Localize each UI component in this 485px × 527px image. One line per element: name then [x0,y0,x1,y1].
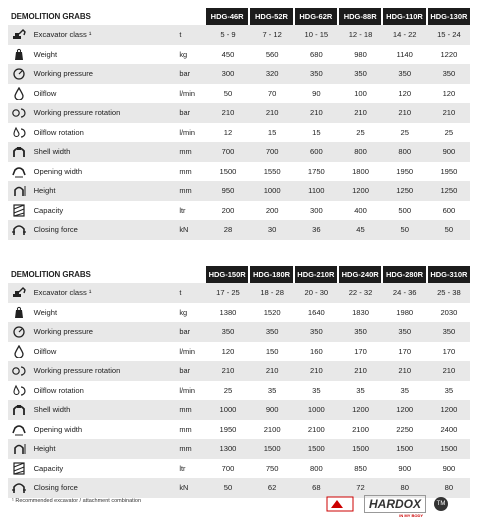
capacity-icon [8,201,30,221]
spec-label: Closing force [33,483,78,493]
oil-drop-icon [8,84,30,104]
spec-value: 2030 [440,307,458,317]
spec-label: Working pressure [33,327,93,337]
spec-value: 18 - 28 [260,288,284,298]
spec-label: Opening width [33,424,83,434]
spec-unit: kg [179,49,188,59]
spec-value: 200 [265,205,279,215]
spec-value: 1950 [219,424,237,434]
spec-value: 68 [312,483,321,493]
spec-value: 100 [354,88,367,98]
model-header: HDG-180R [250,266,292,283]
spec-value: 350 [442,327,456,337]
spec-value: 450 [221,49,235,59]
spec-unit: mm [179,147,192,157]
spec-unit: bar [179,69,191,79]
spec-value: 800 [354,147,367,157]
spec-unit: ltr [179,205,186,215]
spec-value: 1200 [396,405,414,415]
spec-value: 350 [265,327,279,337]
spec-value: 160 [310,346,323,356]
spec-label: Height [33,444,56,454]
spec-value: 1520 [263,307,281,317]
spec-value: 2100 [307,424,325,434]
spec-value: 50 [444,225,454,235]
spec-unit: mm [179,186,192,196]
spec-value: 350 [398,327,412,337]
spec-value: 210 [398,366,412,376]
spec-value: 72 [356,483,365,493]
spec-value: 1000 [219,405,237,415]
spec-value: 980 [354,49,367,59]
spec-value: 210 [442,366,456,376]
table-row [8,103,470,123]
spec-value: 350 [354,327,367,337]
spec-unit: l/min [179,385,195,395]
spec-value: 210 [354,108,367,118]
spec-label: Excavator class ¹ [33,30,92,40]
hardox-subtext: IN MY BODY [399,513,424,518]
spec-value: 300 [221,69,235,79]
spec-value: 2100 [263,424,281,434]
spec-label: Working pressure rotation [33,366,121,376]
spec-value: 1500 [396,444,414,454]
closing-force-icon [8,478,30,498]
spec-value: 200 [221,205,235,215]
spec-value: 25 [356,127,365,137]
hardox-text: HARDOX [369,497,422,511]
spec-value: 210 [310,366,323,376]
spec-value: 1100 [308,186,325,196]
spec-value: 120 [221,346,235,356]
spec-value: 1220 [440,49,458,59]
spec-value: 900 [398,463,412,473]
spec-value: 350 [310,69,323,79]
capacity-icon [8,459,30,479]
table-row [8,381,470,401]
spec-value: 90 [312,88,321,98]
spec-value: 24 - 36 [392,288,417,298]
spec-value: 25 - 38 [437,288,461,298]
spec-value: 210 [265,108,279,118]
model-header: HDG-210R [295,266,337,283]
rotation-pressure-icon [8,103,30,123]
spec-value: 25 [223,385,233,395]
shell-width-icon [8,142,30,162]
spec-value: 210 [398,108,412,118]
spec-value: 1200 [352,186,369,196]
pressure-gauge-icon [8,322,30,342]
spec-value: 36 [312,225,321,235]
spec-unit: bar [179,108,191,118]
table-row [8,123,470,143]
spec-value: 1750 [307,166,325,176]
spec-value: 1200 [352,405,369,415]
spec-value: 400 [354,205,367,215]
spec-value: 80 [444,483,454,493]
pressure-gauge-icon [8,64,30,84]
spec-value: 210 [354,366,367,376]
spec-unit: mm [179,166,192,176]
opening-width-icon [8,420,30,440]
table-row [8,361,470,381]
spec-value: 20 - 30 [304,288,329,298]
spec-value: 35 [312,385,321,395]
spec-value: 600 [310,147,323,157]
spec-unit: l/min [179,346,195,356]
spec-unit: t [179,288,182,298]
spec-value: 300 [310,205,323,215]
height-icon [8,181,30,201]
spec-value: 1200 [440,405,458,415]
spec-label: Closing force [33,225,78,235]
spec-value: 210 [221,366,235,376]
rotation-pressure-icon [8,361,30,381]
spec-value: 1500 [263,444,281,454]
spec-value: 10 - 15 [304,30,329,40]
spec-value: 50 [223,88,233,98]
spec-value: 210 [310,108,323,118]
spec-label: Working pressure rotation [33,108,121,118]
spec-value: 12 [223,127,233,137]
spec-value: 25 [400,127,409,137]
spec-value: 15 - 24 [437,30,461,40]
spec-value: 320 [265,69,279,79]
spec-value: 1000 [307,405,325,415]
spec-value: 1500 [219,166,237,176]
spec-unit: ltr [179,463,186,473]
spec-value: 1500 [307,444,325,454]
spec-value: 750 [265,463,279,473]
table-header [8,8,470,25]
spec-value: 1980 [396,307,414,317]
spec-unit: kg [179,307,188,317]
spec-value: 5 - 9 [220,30,236,40]
spec-label: Weight [33,49,58,59]
spec-unit: bar [179,327,191,337]
spec-value: 35 [356,385,365,395]
table-row [8,64,470,84]
table-row [8,303,470,323]
spec-value: 14 - 22 [392,30,417,40]
spec-label: Shell width [33,405,71,415]
table-row [8,459,470,479]
spec-value: 1500 [440,444,458,454]
spec-value: 900 [442,463,456,473]
spec-value: 500 [398,205,412,215]
spec-label: Oilflow [33,346,57,356]
spec-label: Oilflow [33,88,57,98]
spec-value: 350 [442,69,456,79]
rotation-oilflow-icon [8,381,30,401]
spec-value: 15 [312,127,321,137]
footnote: ¹ Recommended excavator / attachment combination [12,498,142,504]
hardox-logo [364,495,426,518]
spec-value: 900 [442,147,456,157]
spec-value: 12 - 18 [348,30,373,40]
spec-value: 120 [442,88,456,98]
table-row [8,400,470,420]
height-icon [8,439,30,459]
model-header: HDG-310R [428,266,470,283]
model-header: HDG-62R [295,8,337,25]
spec-value: 600 [442,205,456,215]
spec-value: 120 [398,88,412,98]
spec-value: 2400 [440,424,458,434]
rotation-oilflow-icon [8,123,30,143]
spec-value: 1950 [396,166,414,176]
brand-badge: TM [434,497,448,511]
table-header [8,266,470,283]
spec-label: Shell width [33,147,71,157]
spec-label: Working pressure [33,69,93,79]
model-header: HDG-150R [206,266,248,283]
spec-value: 1640 [307,307,325,317]
spec-value: 15 [267,127,277,137]
spec-value: 350 [354,69,367,79]
spec-value: 210 [265,366,279,376]
spec-unit: t [179,30,182,40]
opening-width-icon [8,162,30,182]
spec-label: Oilflow rotation [33,385,84,395]
spec-unit: kN [179,225,189,235]
oil-drop-icon [8,342,30,362]
spec-unit: mm [179,405,192,415]
spec-value: 560 [265,49,279,59]
spec-value: 30 [267,225,277,235]
spec-value: 700 [221,463,235,473]
spec-unit: bar [179,366,191,376]
spec-label: Excavator class ¹ [33,288,92,298]
spec-label: Height [33,186,56,196]
spec-value: 1000 [263,186,281,196]
spec-value: 800 [310,463,323,473]
weight-icon [8,303,30,323]
table-row [8,45,470,65]
spec-value: 2250 [396,424,414,434]
spec-value: 2100 [352,424,369,434]
table-row [8,420,470,440]
spec-label: Capacity [33,463,64,473]
table-row [8,181,470,201]
spec-value: 680 [310,49,323,59]
spec-value: 700 [265,147,279,157]
spec-value: 1800 [352,166,369,176]
excavator-icon [8,25,30,45]
spec-value: 350 [221,327,235,337]
spec-value: 170 [398,346,412,356]
spec-unit: kN [179,483,189,493]
spec-value: 700 [221,147,235,157]
spec-value: 50 [400,225,409,235]
spec-value: 17 - 25 [216,288,240,298]
weight-icon [8,45,30,65]
spec-value: 350 [310,327,323,337]
table-row [8,84,470,104]
table-row [8,201,470,221]
certification-logo [322,493,358,515]
table-title: DEMOLITION GRABS [11,270,91,279]
table-row [8,25,470,45]
spec-unit: l/min [179,88,195,98]
model-header: HDG-280R [383,266,425,283]
model-header: HDG-88R [339,8,381,25]
table-row [8,322,470,342]
spec-value: 7 - 12 [262,30,282,40]
table-title: DEMOLITION GRABS [11,12,91,21]
closing-force-icon [8,220,30,240]
spec-value: 25 [444,127,454,137]
model-header: HDG-130R [428,8,470,25]
spec-value: 35 [400,385,409,395]
specs-table-1 [8,8,470,240]
spec-value: 1380 [219,307,237,317]
spec-unit: l/min [179,127,195,137]
logo-area [322,493,448,518]
spec-value: 1550 [263,166,281,176]
spec-value: 150 [265,346,279,356]
spec-value: 62 [267,483,277,493]
spec-value: 70 [267,88,277,98]
table-row [8,142,470,162]
spec-unit: mm [179,444,192,454]
spec-value: 35 [444,385,454,395]
spec-label: Oilflow rotation [33,127,84,137]
spec-value: 80 [400,483,409,493]
spec-label: Opening width [33,166,83,176]
spec-label: Capacity [33,205,64,215]
table-row [8,342,470,362]
table-row [8,220,470,240]
model-header: HDG-46R [206,8,248,25]
spec-value: 800 [398,147,412,157]
spec-value: 170 [442,346,456,356]
spec-unit: mm [179,424,192,434]
spec-value: 210 [221,108,235,118]
spec-value: 45 [356,225,365,235]
shell-width-icon [8,400,30,420]
spec-value: 1140 [396,49,413,59]
spec-value: 1500 [352,444,369,454]
spec-value: 900 [265,405,279,415]
spec-value: 28 [223,225,233,235]
table-row [8,439,470,459]
spec-value: 22 - 32 [348,288,373,298]
spec-value: 50 [223,483,233,493]
spec-value: 950 [221,186,235,196]
spec-value: 170 [354,346,367,356]
table-row [8,162,470,182]
spec-value: 210 [442,108,456,118]
spec-value: 1300 [219,444,237,454]
excavator-icon [8,283,30,303]
table-row [8,283,470,303]
spec-value: 1830 [352,307,369,317]
spec-value: 850 [354,463,367,473]
spec-label: Weight [33,307,58,317]
spec-value: 35 [267,385,277,395]
spec-value: 1250 [440,186,458,196]
spec-value: 1250 [396,186,414,196]
spec-value: 1950 [440,166,458,176]
model-header: HDG-110R [383,8,425,25]
specs-table-2 [8,266,470,498]
spec-value: 350 [398,69,412,79]
model-header: HDG-240R [339,266,381,283]
model-header: HDG-52R [250,8,292,25]
